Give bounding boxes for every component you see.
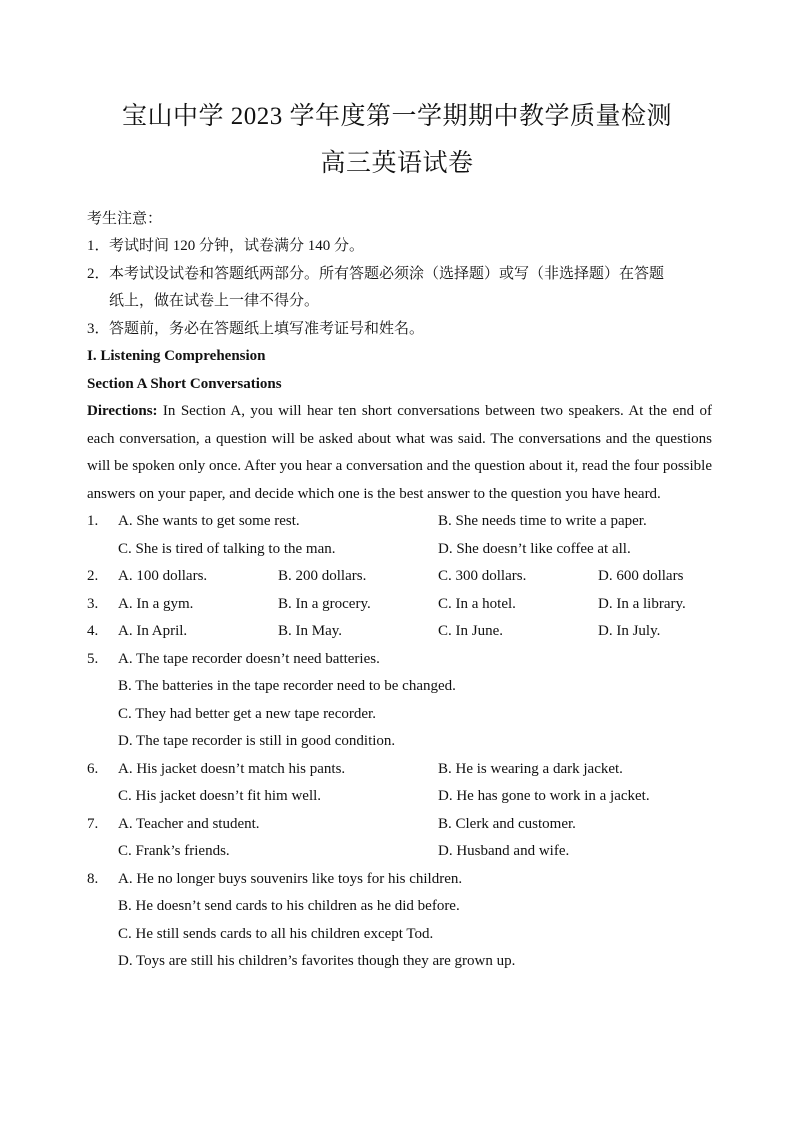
notice-item-number: 3． (87, 320, 110, 337)
option-c: C. In June. (438, 623, 503, 639)
option-b: B. In May. (278, 623, 343, 639)
notice-item-text: 答题前，务必在答题纸上填写准考证号和姓名。 (109, 320, 425, 337)
option-d: D. She doesn’t like coffee at all. (438, 540, 631, 557)
option-a: A. 100 dollars. (118, 568, 208, 584)
question (87, 866, 712, 976)
option-b: B. He is wearing a dark jacket. (438, 760, 623, 777)
option-a: A. She wants to get some rest. (118, 513, 300, 529)
question (87, 563, 712, 591)
option-a: A. In a gym. (118, 595, 194, 612)
section-title: Section A Short Conversations (87, 375, 282, 392)
notice-item-continuation: 纸上，做在试卷上一律不得分。 (109, 293, 320, 309)
option-d: D. Husband and wife. (438, 843, 570, 859)
question (87, 591, 712, 619)
question (87, 756, 712, 811)
exam-subtitle: 高三英语试卷 (320, 150, 474, 177)
notice-item-number: 1． (87, 238, 110, 254)
option-b: B. In a grocery. (278, 595, 371, 612)
option-c: C. They had better get a new tape recorder. (118, 705, 376, 722)
option-c: C. 300 dollars. (438, 568, 527, 584)
notice-item (87, 316, 712, 344)
question-number: 1. (87, 513, 99, 529)
directions (87, 398, 712, 508)
option-b: B. 200 dollars. (278, 568, 367, 584)
question-number: 6. (87, 760, 99, 777)
option-a: A. He no longer buys souvenirs like toys for his children. (118, 870, 463, 887)
option-d: D. In a library. (598, 595, 686, 612)
option-d: D. The tape recorder is still in good condition. (118, 733, 396, 749)
option-c: C. He still sends cards to all his children except Tod. (118, 925, 434, 942)
part-title: I. Listening Comprehension (87, 348, 266, 364)
question-number: 3. (87, 595, 99, 612)
notice-heading: 考生注意： (87, 211, 163, 227)
option-b: B. She needs time to write a paper. (438, 513, 647, 529)
question-number: 8. (87, 870, 99, 887)
question (87, 508, 712, 563)
listening-section (87, 343, 712, 976)
option-d: D. In July. (598, 623, 661, 639)
question-number: 5. (87, 650, 99, 667)
directions-label: Directions: (87, 403, 158, 419)
option-b: B. The batteries in the tape recorder need to be changed. (118, 678, 456, 694)
notice-item-number: 2． (87, 265, 110, 282)
option-b: B. He doesn’t send cards to his children as he did before. (118, 898, 460, 914)
notice-item-text: 本考试设试卷和答题纸两部分。所有答题必须涂（选择题）或写（非选择题）在答题 (109, 265, 665, 282)
question (87, 618, 712, 646)
option-b: B. Clerk and customer. (438, 815, 576, 832)
notice-item (87, 233, 712, 261)
question (87, 646, 712, 756)
option-c: C. She is tired of talking to the man. (118, 540, 336, 557)
directions-text: In Section A, you will hear ten short conversations between two speakers. At the end of each conversation, a question will be asked about what was said. The conversations and the questions will be spoken only once. After you hear a conversation and the question about it, read the four possible answers on your paper, and decide which one is the best answer to the question you have heard. (87, 403, 712, 502)
option-d: D. 600 dollars (598, 568, 684, 584)
question-number: 4. (87, 623, 99, 639)
option-a: A. In April. (118, 623, 188, 639)
option-a: A. Teacher and student. (118, 815, 260, 832)
option-d: D. He has gone to work in a jacket. (438, 788, 650, 804)
candidate-notice (87, 206, 712, 343)
option-c: C. His jacket doesn’t fit him well. (118, 788, 322, 804)
option-a: A. The tape recorder doesn’t need batteries. (118, 650, 380, 667)
question (87, 811, 712, 866)
option-a: A. His jacket doesn’t match his pants. (118, 760, 346, 777)
option-c: C. Frank’s friends. (118, 843, 230, 859)
question-number: 2. (87, 568, 99, 584)
option-c: C. In a hotel. (438, 595, 516, 612)
notice-item (87, 261, 712, 289)
notice-item-text: 考试时间 120 分钟，试卷满分 140 分。 (109, 238, 365, 254)
question-number: 7. (87, 815, 99, 832)
option-d: D. Toys are still his children’s favorites though they are grown up. (118, 953, 516, 969)
exam-title: 宝山中学 2023 学年度第一学期期中教学质量检测 (121, 103, 672, 130)
